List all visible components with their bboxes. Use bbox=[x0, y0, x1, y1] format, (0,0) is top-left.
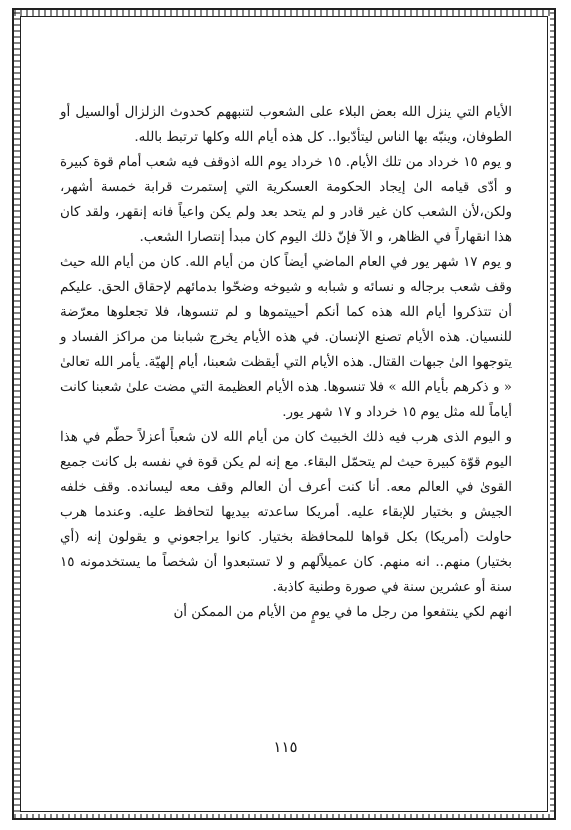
paragraph-3: و يوم ١٧ شهر يور في العام الماضي أيضاً كان من أيام الله. كان من أيام الله حيث وقف شعب برجاله و نسائه و شبابه و شيوخه وضحّوا بدمائهم لإحقاق الحق. عليكم أن تتذكروا أيام الله هذه كما أنكم أحييتموها و لم تنسوها، فلا تجعلوها معرّضة للنسيان. هذه الأيام تصنع الإنسان. في هذه الأيام يخرج شبابنا من مراكز الفساد و يتوجهوا الىٰ جبهات القتال. هذه الأيام التي أيقظت شعبنا، أيام إلهيّة. يأمر الله تعالىٰ « و ذكرهم بأيام الله » فلا تنسوها. هذه الأيام العظيمة التي مضت علىٰ شعبنا كانت أياماً لله مثل يوم ١٥ خرداد و ١٧ شهر يور. bbox=[60, 255, 512, 420]
border-ornament-top bbox=[14, 10, 556, 16]
border-ornament-bottom bbox=[14, 814, 556, 820]
paragraph-5: انهم لكي ينتفعوا من رجل ما في يومٍ من الأيام من الممكن أن bbox=[173, 605, 512, 620]
paragraph-4: و اليوم الذى هرب فيه ذلك الخبيث كان من أيام الله لان شعباً أعزلاً حطّم في هذا اليوم قوّة كبيرة حيث لم يتحمّل البقاء. مع إنه لم يكن قوة في نفسه بل كانت جميع القوىٰ في العالم معه. أنا كنت أعرف أن العالم وقف معه ليسانده. وقف خلفه الجيش و بختيار للإبقاء عليه. أمريكا ساعدته بيديها لتحافظ عليه. وعندما هرب حاولت (أمريكا) بكل قواها للمحافظة بختيار. كانوا يراجعوني و يقولون إنه (أي بختيار) منهم.. انه منهم. كان عميلاًلهم و لا تستبعدوا أن شخصاً ما يستخدمونه ١٥ سنة أو عشرين سنة في صورة وطنية كاذبة. bbox=[60, 430, 512, 595]
border-ornament-right bbox=[550, 12, 556, 816]
border-ornament-left bbox=[14, 12, 20, 816]
paragraph-1: الأيام التي ينزل الله بعض البلاء على الشعوب لتنبههم كحدوث الزلزال أوالسيل أو الطوفان، وينبّه بها الناس ليتأدّبوا.. كل هذه أيام الله وكلها ترتبط بالله. bbox=[60, 105, 512, 145]
page-body bbox=[60, 100, 512, 625]
page-number: ١١٥ bbox=[273, 738, 298, 756]
paragraph-2: و يوم ١٥ خرداد من تلك الأيام. ١٥ خرداد يوم الله اذوقف فيه شعب أمام قوة كبيرة و أدّى قيامه الىٰ إيجاد الحكومة العسكرية التي إستمرت قرابة خمسة أشهر، ولكن،لأن الشعب كان غير قادر و لم يتحد بعد ولم يكن واعياً فانه إنقهر، ولقد كان هذا انقهاراً في الظاهر، و الآ فإنّ ذلك اليوم كان مبدأ إنتصارا الشعب. bbox=[60, 155, 512, 245]
